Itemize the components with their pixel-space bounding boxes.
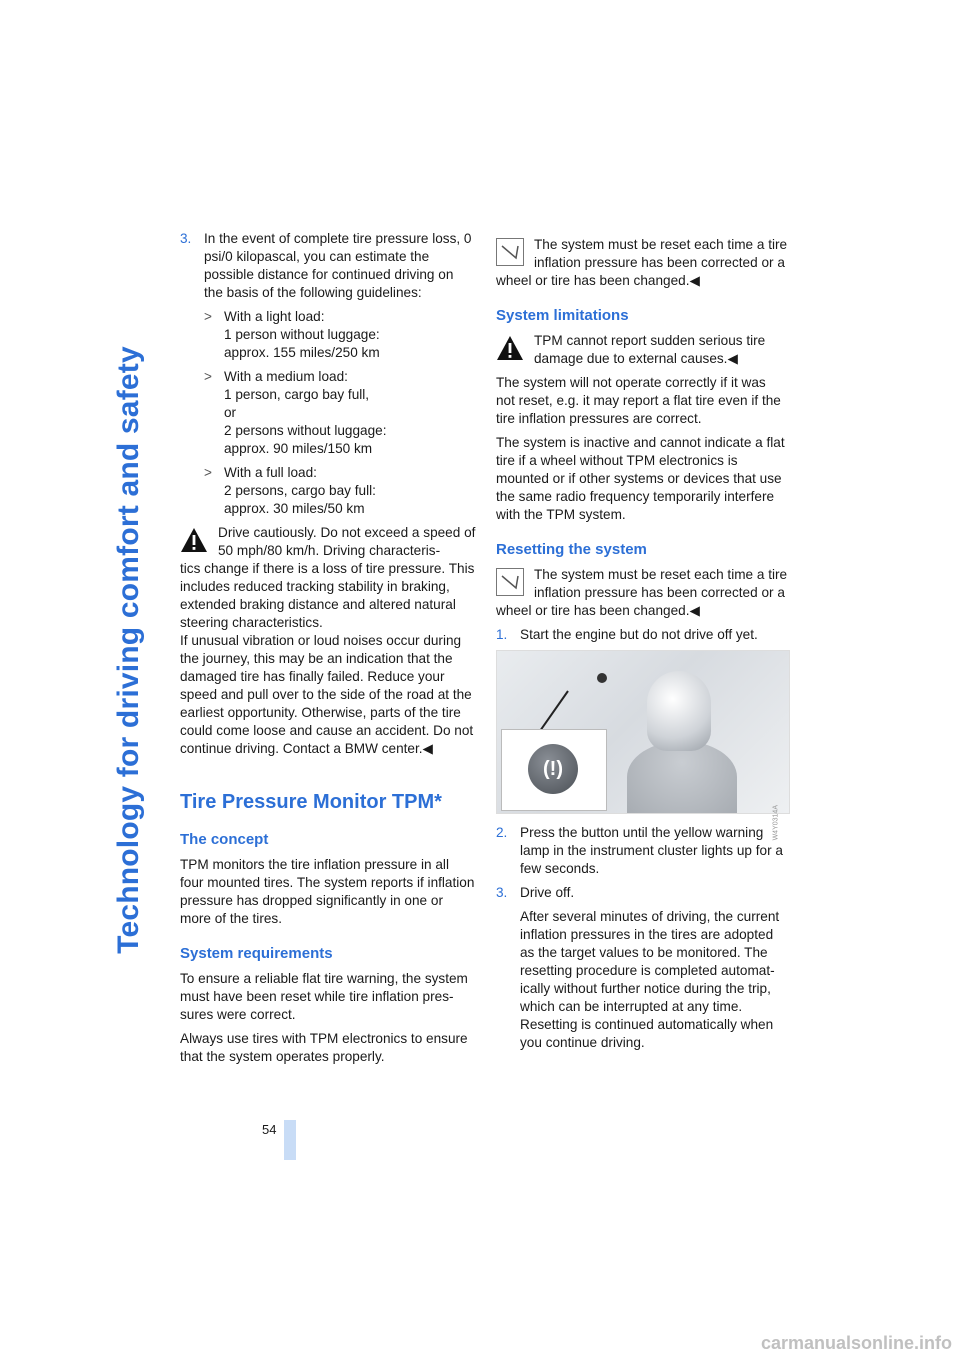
item-text: Start the engine but do not drive off yet. [520, 627, 758, 642]
subheading-concept: The concept [180, 831, 269, 848]
paragraph: To ensure a reliable flat tire warning, the system must have been reset while tire inflation pressures were correct. [180, 971, 468, 1022]
footer-watermark: carmanualsonline.info [760, 1333, 952, 1353]
paragraph: TPM monitors the tire inflation pressure in all four mounted tires. The system reports if inflation pressure has dropped significantly in one or more of the tires. [180, 857, 475, 926]
note-text: wheel or tire has been changed.◀ [496, 273, 700, 288]
pointer-line [539, 690, 569, 732]
tire-warning-icon: (!) [543, 758, 563, 780]
list-item-2 [496, 824, 788, 878]
item-number: 2. [496, 825, 508, 840]
bullet: > [204, 369, 212, 384]
figure-code: W4Y0314A [772, 805, 779, 841]
list-item-3 [180, 230, 476, 518]
item-number: 1. [496, 627, 508, 642]
subheading-requirements: System requirements [180, 945, 333, 962]
warning-note [180, 524, 476, 758]
sub-line: approx. 155 miles/250 km [224, 345, 380, 360]
sub-line: With a full load: [224, 465, 317, 480]
warning-triangle-icon [180, 526, 208, 554]
right-column [496, 230, 788, 1058]
paragraph: The system is inactive and cannot indicate a flat tire if a wheel without TPM electronics is mounted or if other systems or devices that use the same radio frequency temporarily interfere with the TPM system. [496, 435, 785, 522]
sub-item-full-load [204, 464, 476, 518]
side-title [112, 230, 162, 1070]
bullet: > [204, 309, 212, 324]
warning-text: tics change if there is a loss of tire pressure. This includes reduced tracking stability in braking, extended braking distance and altered natural steering characteristics. [180, 561, 475, 630]
sub-line: approx. 90 miles/150 km [224, 441, 373, 456]
note-text: The system must be reset each time a tire inflation pressure has been corrected or a [534, 237, 788, 270]
button-inset [501, 729, 607, 811]
paragraph: Always use tires with TPM electronics to ensure that the system operates properly. [180, 1031, 468, 1064]
item-text: Press the button until the yellow warning lamp in the instrument cluster lights up for a few seconds. [520, 825, 783, 876]
page-number: 54 [262, 1122, 277, 1137]
left-column [180, 230, 476, 1072]
item-number: 3. [496, 885, 508, 900]
sub-line: 2 persons, cargo bay full: [224, 483, 376, 498]
note-text: wheel or tire has been changed.◀ [496, 603, 700, 618]
tpm-button-figure [496, 650, 790, 841]
note-arrow-icon [496, 568, 524, 596]
sub-line: approx. 30 miles/50 km [224, 501, 365, 516]
list-item-1 [496, 626, 788, 644]
sub-line: With a medium load: [224, 369, 348, 384]
sub-line: 2 persons without luggage: [224, 423, 387, 438]
sub-item-light-load [204, 308, 476, 362]
warning-text: If unusual vibration or loud noises occur during the journey, this may be an indication that the damaged tire has finally failed. Reduce your speed and pull over to the side of the road at the earliest opportunity. Otherwise, parts of the tire could come loose and cause an accident. Do not continue driving. Contact a BMW center.◀ [180, 633, 474, 756]
sub-line: 1 person, cargo bay full, [224, 387, 370, 402]
item-text: In the event of complete tire pressure loss, 0 psi/0 kilopascal, you can estimate the possible distance for continued driving on the basis of the following guidelines: [204, 231, 472, 300]
info-note [496, 566, 788, 620]
gear-knob [647, 671, 711, 751]
section-heading-tpm: Tire Pressure Monitor TPM* [180, 791, 442, 813]
button-location-dot [597, 673, 607, 683]
list-item-3b [496, 884, 788, 1052]
paragraph: After several minutes of driving, the current inflation pressures in the tires are adopted as the target values to be monitored. The resetting procedure is completed automatically without further notice during the trip, which can be interrupted at any time. Resetting is continued automatically when you continue driving. [520, 909, 780, 1050]
sub-line: 1 person without luggage: [224, 327, 380, 342]
item-text: Drive off. [520, 885, 575, 900]
info-note [496, 236, 788, 290]
subheading-limitations: System limitations [496, 307, 629, 324]
page-number-bar [284, 1120, 296, 1160]
paragraph: The system will not operate correctly if it was not reset, e.g. it may report a flat tire even if the tire inflation pressures are correct. [496, 375, 781, 426]
sub-line: With a light load: [224, 309, 325, 324]
sub-line: or [224, 405, 237, 420]
warning-triangle-icon [496, 334, 524, 362]
sub-item-medium-load [204, 368, 476, 458]
note-arrow-icon [496, 238, 524, 266]
note-text: The system must be reset each time a tire inflation pressure has been corrected or a [534, 567, 788, 600]
tpm-reset-button [528, 744, 578, 794]
warning-note [496, 332, 788, 368]
warning-text: TPM cannot report sudden serious tire damage due to external causes.◀ [534, 333, 766, 366]
warning-text: Drive cautiously. Do not exceed a speed of 50 mph/80 km/h. Driving characteris- [218, 525, 476, 558]
item-number: 3. [180, 231, 192, 246]
subheading-resetting: Resetting the system [496, 541, 647, 558]
gear-boot [627, 741, 737, 813]
bullet: > [204, 465, 212, 480]
side-title-text: Technology for driving comfort and safety [112, 346, 145, 954]
